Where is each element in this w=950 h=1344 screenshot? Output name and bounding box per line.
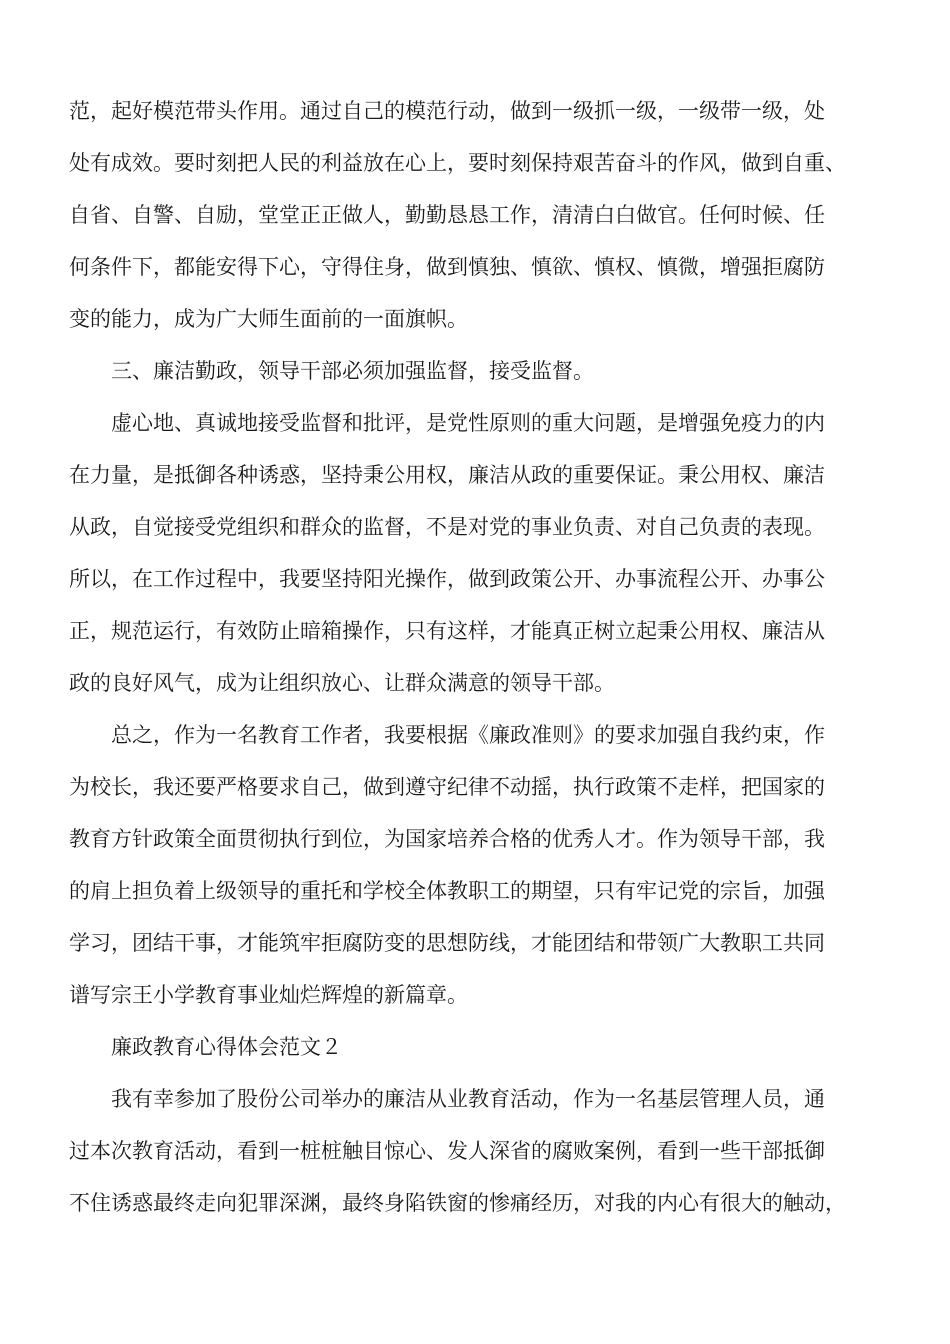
text-line: 自省、自警、自励，堂堂正正做人，勤勤恳恳工作，清清白白做官。任何时候、任	[69, 203, 825, 227]
text-line: 范，起好模范带头作用。通过自己的模范行动，做到一级抓一级，一级带一级，处	[69, 99, 825, 123]
text-line: 正，规范运行，有效防止暗箱操作，只有这样，才能真正树立起秉公用权、廉洁从	[69, 619, 825, 643]
document-body	[69, 92, 889, 1236]
text-line: 教育方针政策全面贯彻执行到位，为国家培养合格的优秀人才。作为领导干部，我	[69, 827, 825, 851]
text-line: 过本次教育活动，看到一桩桩触目惊心、发人深省的腐败案例，看到一些干部抵御	[69, 1139, 825, 1163]
text-line: 不住诱惑最终走向犯罪深渊，最终身陷铁窗的惨痛经历，对我的内心有很大的触动，	[69, 1191, 846, 1215]
text-line: 谱写宗王小学教育事业灿烂辉煌的新篇章。	[69, 983, 468, 1007]
text-line: 何条件下，都能安得下心，守得住身，做到慎独、慎欲、慎权、慎微，增强拒腐防	[69, 255, 825, 279]
text-line: 处有成效。要时刻把人民的利益放在心上，要时刻保持艰苦奋斗的作风，做到自重、	[69, 151, 846, 175]
text-line: 从政，自觉接受党组织和群众的监督，不是对党的事业负责、对自己负责的表现。	[69, 515, 825, 539]
text-line: 廉政教育心得体会范文２	[111, 1035, 342, 1059]
text-line: 总之，作为一名教育工作者，我要根据《廉政准则》的要求加强自我约束，作	[111, 723, 825, 747]
text-line: 三、廉洁勤政，领导干部必须加强监督，接受监督。	[111, 359, 594, 383]
text-line: 所以，在工作过程中，我要坚持阳光操作，做到政策公开、办事流程公开、办事公	[69, 567, 825, 591]
text-line: 我有幸参加了股份公司举办的廉洁从业教育活动，作为一名基层管理人员，通	[111, 1087, 825, 1111]
text-line: 在力量，是抵御各种诱惑，坚持秉公用权，廉洁从政的重要保证。秉公用权、廉洁	[69, 463, 825, 487]
text-line: 学习，团结干事，才能筑牢拒腐防变的思想防线，才能团结和带领广大教职工共同	[69, 931, 825, 955]
text-line: 虚心地、真诚地接受监督和批评，是党性原则的重大问题，是增强免疫力的内	[111, 411, 825, 435]
text-line: 为校长，我还要严格要求自己，做到遵守纪律不动摇，执行政策不走样，把国家的	[69, 775, 825, 799]
text-line: 的肩上担负着上级领导的重托和学校全体教职工的期望，只有牢记党的宗旨，加强	[69, 879, 825, 903]
text-line: 政的良好风气，成为让组织放心、让群众满意的领导干部。	[69, 671, 615, 695]
text-line: 变的能力，成为广大师生面前的一面旗帜。	[69, 307, 468, 331]
